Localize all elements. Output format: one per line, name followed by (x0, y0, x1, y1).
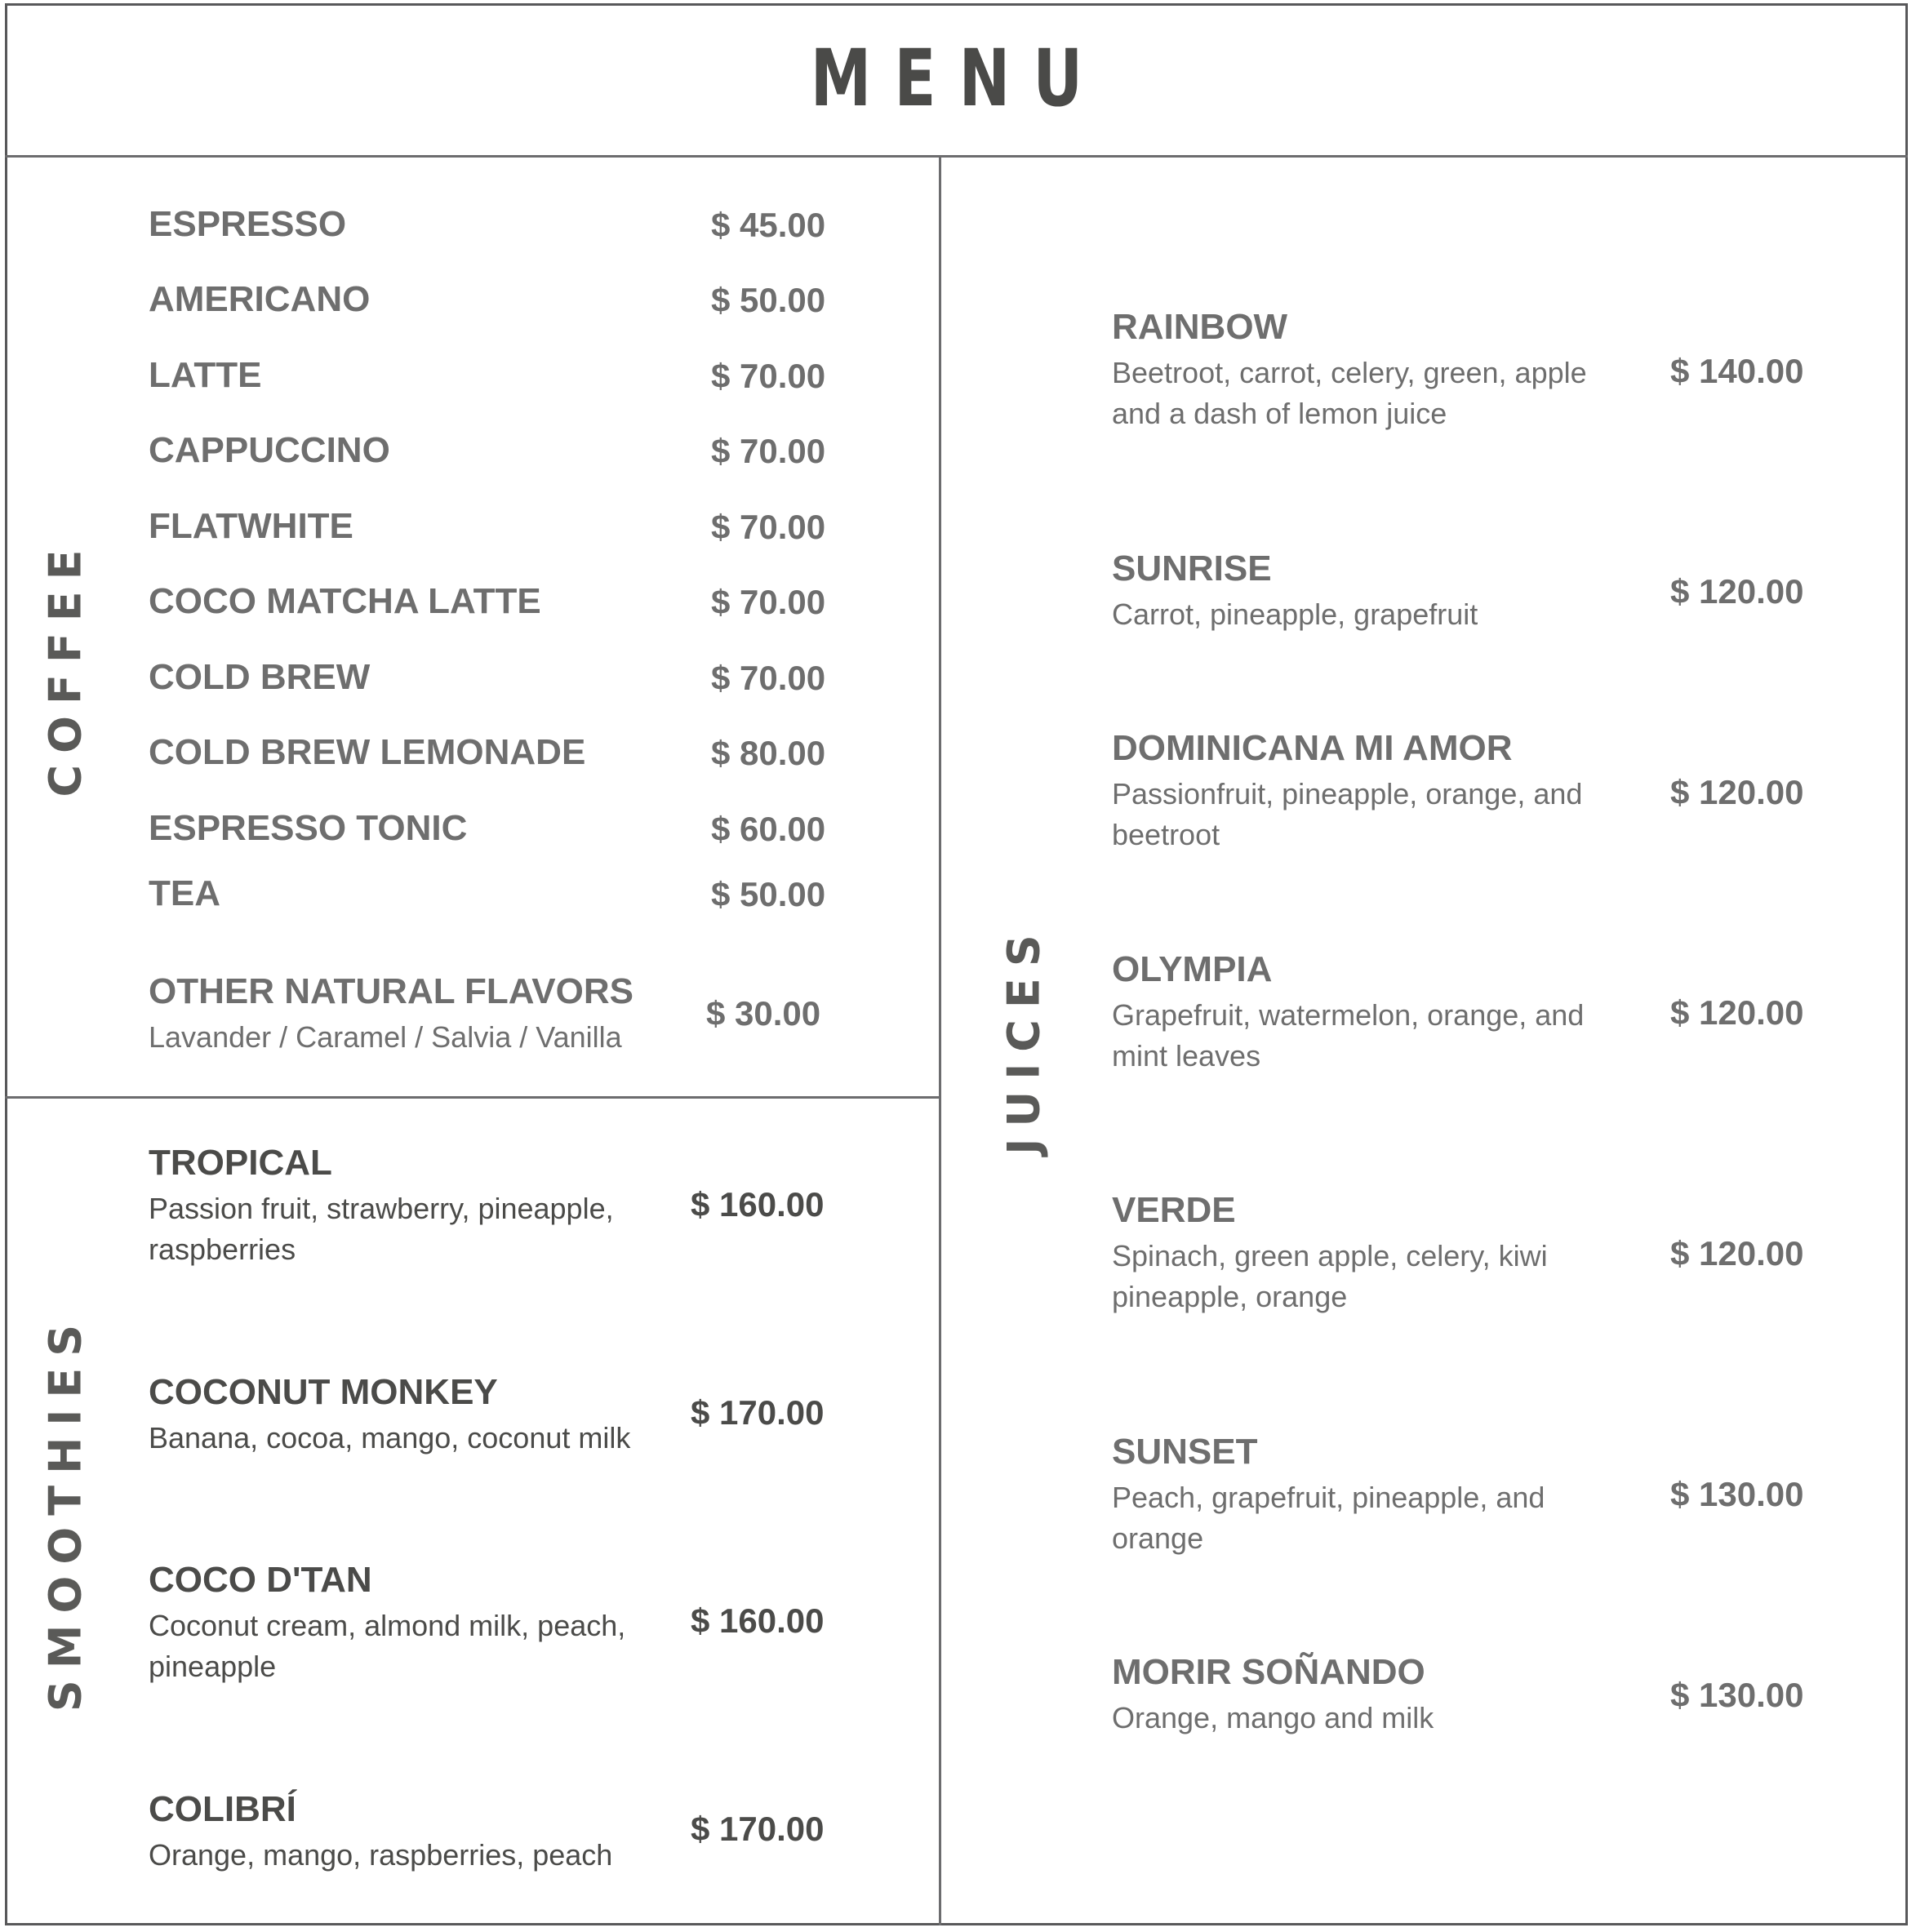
juice-item-price: $ 120.00 (1670, 993, 1804, 1032)
juice-item-name: OLYMPIA (1112, 949, 1273, 989)
coffee-item-price: $ 50.00 (711, 281, 826, 319)
juice-item-name: SUNSET (1112, 1432, 1258, 1472)
coffee-item-price: $ 70.00 (711, 659, 826, 697)
coffee-item-name: AMERICANO (149, 279, 371, 319)
juice-item-price: $ 140.00 (1670, 352, 1804, 390)
juice-item-price: $ 120.00 (1670, 1234, 1804, 1272)
smoothie-item-desc: Banana, cocoa, mango, coconut milk (149, 1421, 631, 1455)
coffee-item-price: $ 70.00 (711, 432, 826, 470)
juice-item-price: $ 130.00 (1670, 1475, 1804, 1513)
coffee-extra-price: $ 30.00 (706, 994, 821, 1033)
juice-item-price: $ 120.00 (1670, 773, 1804, 811)
section-label-smoothies: SMOOTHIES (39, 1312, 91, 1712)
juice-item-desc: Grapefruit, watermelon, orange, and mint leaves (1112, 998, 1585, 1073)
juice-item-name: RAINBOW (1112, 307, 1288, 347)
smoothie-item-name: COLIBRÍ (149, 1789, 296, 1829)
column-divider (939, 157, 941, 1925)
juice-item-name: VERDE (1112, 1190, 1236, 1230)
coffee-item-price: $ 70.00 (711, 583, 826, 621)
juice-item-name: DOMINICANA MI AMOR (1112, 728, 1513, 768)
coffee-item-name: FLATWHITE (149, 506, 353, 546)
smoothie-item-name: COCO D'TAN (149, 1560, 372, 1600)
juice-item-name: MORIR SOÑANDO (1112, 1652, 1425, 1692)
coffee-item-name: ESPRESSO TONIC (149, 808, 468, 848)
coffee-item-name: COLD BREW (149, 657, 371, 697)
coffee-item-name: TEA (149, 873, 220, 913)
title-divider (5, 155, 1908, 158)
juice-item-name: SUNRISE (1112, 549, 1272, 588)
smoothie-item-price: $ 160.00 (691, 1601, 825, 1640)
juice-item-desc: Beetroot, carrot, celery, green, apple and a dash of lemon juice (1112, 356, 1587, 430)
juice-item-price: $ 120.00 (1670, 572, 1804, 611)
coffee-item-name: LATTE (149, 355, 262, 395)
smoothie-item-desc: Coconut cream, almond milk, peach, pineapple (149, 1609, 626, 1683)
menu-title: MENU (810, 33, 1106, 124)
coffee-item-name: COCO MATCHA LATTE (149, 581, 541, 621)
juice-item-desc: Spinach, green apple, celery, kiwi pineapple, orange (1112, 1239, 1548, 1313)
coffee-item-name: ESPRESSO (149, 204, 347, 244)
coffee-item-name: CAPPUCCINO (149, 430, 390, 470)
juice-item-price: $ 130.00 (1670, 1676, 1804, 1714)
coffee-extra-name: OTHER NATURAL FLAVORS (149, 971, 633, 1011)
coffee-item-price: $ 60.00 (711, 810, 826, 848)
smoothie-item-name: TROPICAL (149, 1143, 332, 1183)
coffee-smoothies-divider (5, 1096, 940, 1099)
coffee-item-price: $ 70.00 (711, 508, 826, 546)
coffee-extra-desc: Lavander / Caramel / Salvia / Vanilla (149, 1020, 622, 1054)
section-label-coffee: COFFEE (39, 538, 91, 797)
coffee-item-price: $ 80.00 (711, 734, 826, 772)
juice-item-desc: Peach, grapefruit, pineapple, and orange (1112, 1481, 1545, 1555)
coffee-item-name: COLD BREW LEMONADE (149, 732, 586, 772)
smoothie-item-desc: Passion fruit, strawberry, pineapple, raspberries (149, 1192, 614, 1266)
juice-item-desc: Passionfruit, pineapple, orange, and beetroot (1112, 777, 1583, 851)
smoothie-item-price: $ 170.00 (691, 1393, 825, 1432)
smoothie-item-desc: Orange, mango, raspberries, peach (149, 1838, 613, 1872)
juice-item-desc: Carrot, pineapple, grapefruit (1112, 597, 1478, 631)
smoothie-item-price: $ 170.00 (691, 1810, 825, 1848)
coffee-item-price: $ 70.00 (711, 357, 826, 395)
coffee-item-price: $ 45.00 (711, 206, 826, 244)
coffee-item-price: $ 50.00 (711, 875, 826, 913)
section-label-juices: JUICES (998, 923, 1050, 1155)
smoothie-item-name: COCONUT MONKEY (149, 1372, 498, 1412)
smoothie-item-price: $ 160.00 (691, 1185, 825, 1224)
juice-item-desc: Orange, mango and milk (1112, 1701, 1434, 1734)
